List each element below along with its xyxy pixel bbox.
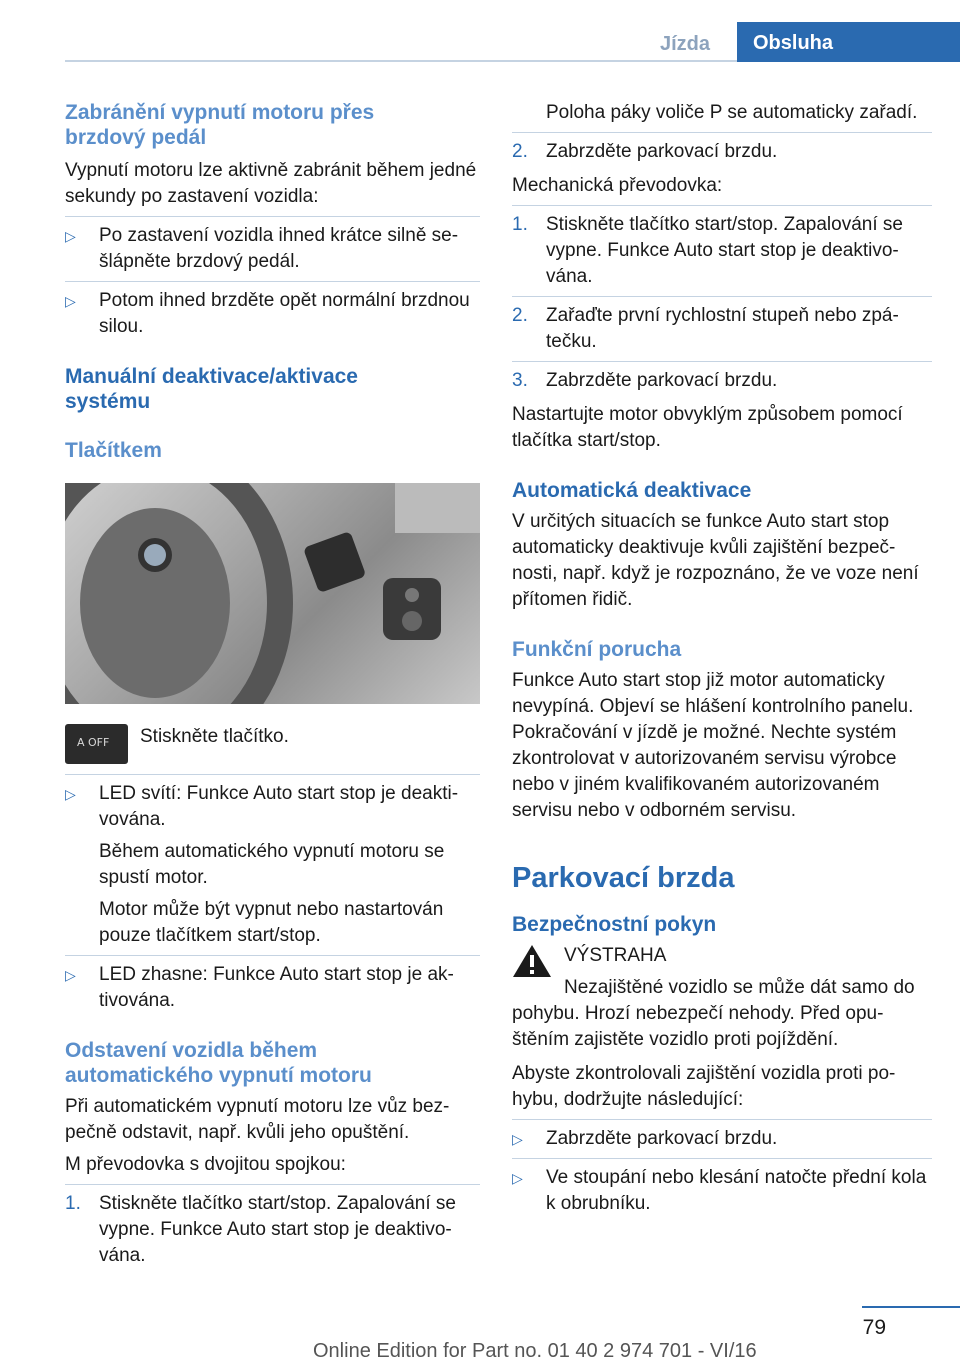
numbered-item [512, 212, 932, 290]
step-number: 1. [65, 1193, 81, 1214]
list-item-text: LED zhasne: Funkce Auto start stop je aktivována. [99, 964, 454, 1011]
page-number: 79 [862, 1316, 886, 1339]
divider [512, 361, 932, 362]
step-number: 3. [512, 370, 528, 391]
divider [512, 205, 932, 206]
divider [65, 281, 480, 282]
triangle-bullet-icon: ▷ [65, 786, 76, 802]
numbered-item [512, 368, 932, 394]
list-item [512, 1126, 932, 1152]
divider [512, 132, 932, 133]
paragraph-automatic-deactivation: V určitých situacích se funkce Auto start stop automaticky deaktivuje kvůli zajištění bezpečnosti, např. když je rozpoznáno, že ve voze není přítomen řidič. [512, 511, 919, 610]
warning-text-line1: Nezajištěné vozidlo se může dát samo do [564, 977, 915, 998]
numbered-item [512, 303, 932, 355]
divider [65, 955, 480, 956]
divider [65, 1184, 480, 1185]
numbered-item [512, 139, 932, 165]
warning-text-rest: pohybu. Hrozí nebezpečí nehody. Před opuštěním zajistěte vozidlo proti pojíždění. [512, 1003, 884, 1050]
divider [512, 1158, 932, 1159]
numbered-item [65, 1191, 480, 1269]
tab-obsluha[interactable]: Obsluha [737, 22, 960, 62]
warning-block [512, 943, 932, 1053]
triangle-bullet-icon: ▷ [512, 1131, 523, 1147]
step-text: Zabrzděte parkovací brzdu. [546, 370, 778, 391]
step-text: Stiskněte tlačítko start/stop. Zapalování se vypne. Funkce Auto start stop je deaktivována. [546, 214, 903, 287]
list-item-text: Po zastavení vozidla ihned krátce silně sešlápněte brzdový pedál. [99, 225, 459, 272]
tab-jizda[interactable]: Jízda [659, 33, 710, 55]
selector-lever-text: Poloha páky voliče P se automaticky zařadí. [546, 102, 918, 123]
list-item [65, 223, 480, 275]
divider [65, 216, 480, 217]
footer-edition: Online Edition for Part no. 01 40 2 974 701 - VI/16 [313, 1340, 757, 1362]
list-item-text: LED svítí: Funkce Auto start stop je deaktivována. [99, 783, 459, 830]
list-item [65, 962, 480, 1014]
step-number: 1. [512, 214, 528, 235]
step-text: Zařaďte první rychlostní stupeň nebo zpátečku. [546, 305, 899, 352]
paragraph-park: Při automatickém vypnutí motoru lze vůz bezpečně odstavit, např. kvůli jeho opuštění. [65, 1096, 450, 1143]
divider [512, 296, 932, 297]
step-number: 2. [512, 141, 528, 162]
steering-wheel-photo [65, 483, 480, 704]
triangle-bullet-icon: ▷ [65, 967, 76, 983]
divider [65, 774, 480, 775]
divider [512, 1119, 932, 1120]
warning-icon [512, 943, 552, 979]
paragraph-manual-gearbox: Mechanická převodovka: [512, 175, 723, 196]
warning-title: VÝSTRAHA [564, 945, 667, 966]
triangle-bullet-icon: ▷ [65, 228, 76, 244]
footer-rule [862, 1306, 960, 1308]
key-label: A OFF [77, 736, 110, 749]
heading-safety-note: Bezpečnostní pokyn [512, 913, 717, 936]
led-on-sub2: Motor může být vypnut nebo nastartován pouze tlačítkem start/stop. [99, 899, 444, 946]
list-item [65, 781, 480, 833]
paragraph-dct: M převodovka s dvojitou spojkou: [65, 1154, 346, 1175]
step-number: 2. [512, 305, 528, 326]
heading-malfunction: Funkční porucha [512, 638, 682, 661]
heading-button: Tlačítkem [65, 439, 162, 462]
step-text: Stiskněte tlačítko start/stop. Zapalování se vypne. Funkce Auto start stop je deaktivována. [99, 1193, 456, 1266]
left-column [65, 100, 480, 1269]
list-item-text: Ve stoupání nebo klesání natočte přední kola k obrubníku. [546, 1167, 927, 1214]
list-item [65, 288, 480, 340]
press-button-row [65, 724, 480, 764]
heading-parking-brake: Parkovací brzda [512, 862, 735, 894]
list-item-text: Potom ihned brzděte opět normální brzdnou silou. [99, 290, 470, 337]
paragraph-malfunction: Funkce Auto start stop již motor automaticky nevypíná. Objeví se hlášení kontrolního panelu. Pokračování v jízdě je možné. Nechte systém zkontrolovat v autorizovaném servisu výrobce nebo v jiném kvalifikovaném autorizovaném servisu nebo v odborném servisu. [512, 670, 914, 821]
heading-park-during-stop: Odstavení vozidla během automatického vypnutí motoru [65, 1039, 372, 1087]
step-text: Zabrzděte parkovací brzdu. [546, 141, 778, 162]
press-button-text: Stiskněte tlačítko. [140, 726, 289, 747]
paragraph-check-securing: Abyste zkontrolovali zajištění vozidla proti pohybu, dodržujte následující: [512, 1063, 896, 1110]
paragraph-start-engine: Nastartujte motor obvyklým způsobem pomocí tlačítka start/stop. [512, 404, 903, 451]
triangle-bullet-icon: ▷ [65, 293, 76, 309]
led-on-sub1: Během automatického vypnutí motoru se spustí motor. [99, 841, 445, 888]
triangle-bullet-icon: ▷ [512, 1170, 523, 1186]
list-item [512, 1165, 932, 1217]
auto-start-stop-button-icon [65, 724, 128, 764]
heading-manual-deactivation: Manuální deaktivace/aktivace systému [65, 365, 358, 413]
heading-prevent-engine-off: Zabránění vypnutí motoru přes brzdový pedál [65, 101, 375, 149]
paragraph-prevent: Vypnutí motoru lze aktivně zabránit během jedné sekundy po zastavení vozidla: [65, 160, 477, 207]
right-column [512, 100, 932, 1217]
heading-automatic-deactivation: Automatická deaktivace [512, 479, 752, 502]
list-item-text: Zabrzděte parkovací brzdu. [546, 1128, 778, 1149]
